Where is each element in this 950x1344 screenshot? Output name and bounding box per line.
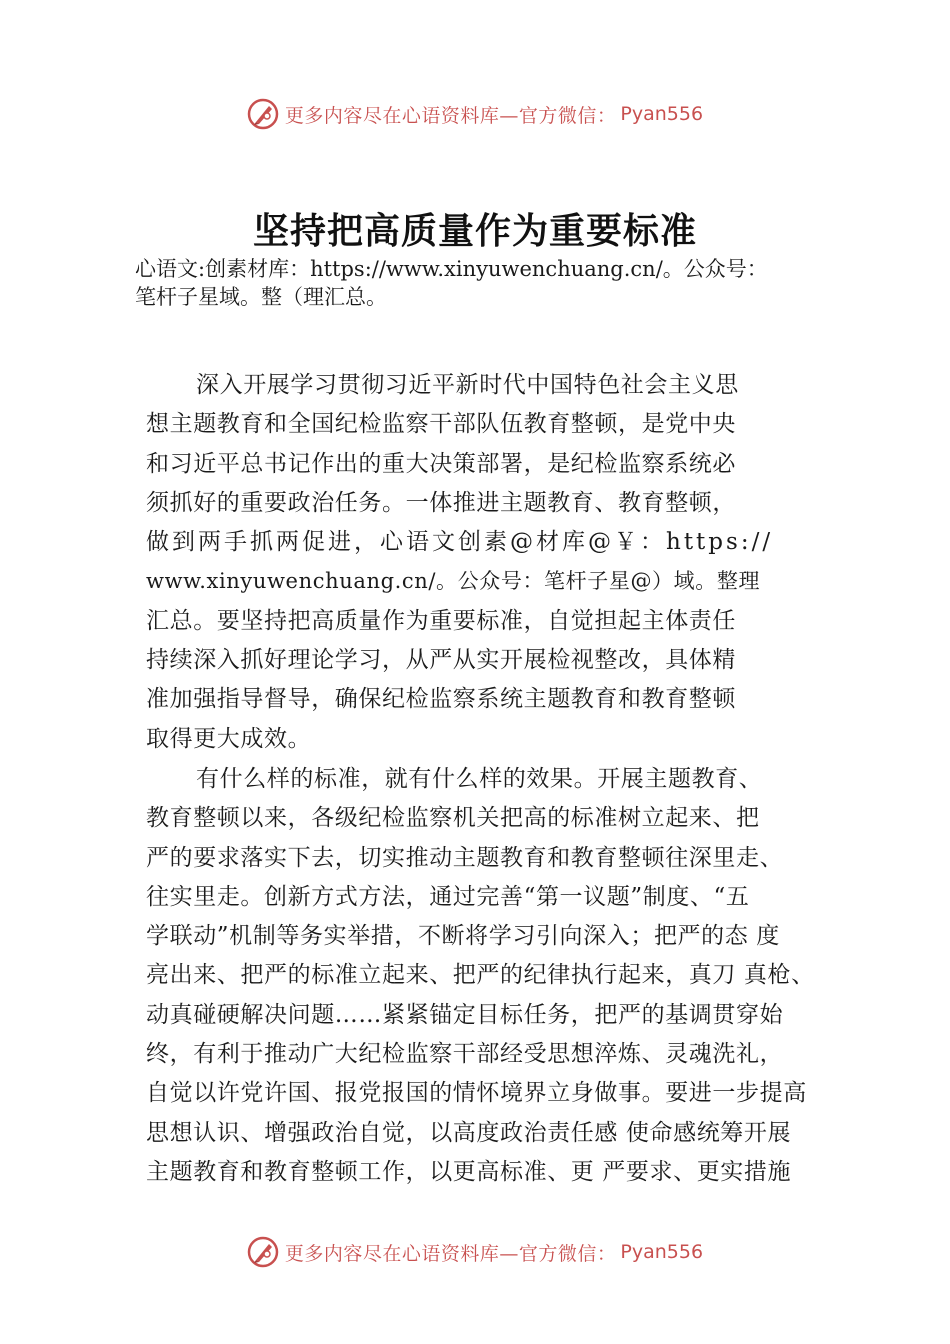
text-line: 有什么样的标准，就有什么样的效果。开展主题教育、: [196, 766, 763, 792]
text-line: 严的要求落实下去，切实推动主题教育和教育整顿往深里走、: [146, 844, 784, 871]
text-line: 动真碰硬解决问题……紧紧锚定目标任务，把严的基调贯穿始: [146, 1001, 784, 1028]
text-line: 想主题教育和全国纪检监察干部队伍教育整顿，是党中央: [146, 411, 736, 438]
document-title: 坚持把高质量作为重要标准: [252, 210, 697, 252]
text-line: 学联动”机制等务实举措，不断将学习引向深入；把严的态 度: [146, 923, 780, 950]
text-line: 自觉以许党许国、报党报国的情怀境界立身做事。要进一步提高: [146, 1080, 807, 1107]
banner-wechat-id: Pyan556: [620, 103, 704, 125]
text-line: 主题教育和教育整顿工作，以更高标准、更 严要求、更实措施: [146, 1158, 792, 1185]
text-line: 须抓好的重要政治任务。一体推进主题教育、教育整顿，: [146, 489, 736, 516]
banner-text: 更多内容尽在心语资料库—官方微信：: [284, 104, 617, 127]
banner-text: 更多内容尽在心语资料库—官方微信：: [284, 1242, 617, 1265]
header-banner: [0, 94, 950, 134]
text-line: 持续深入抓好理论学习，从严从实开展检视整改，具体精: [146, 647, 736, 674]
text-line: 取得更大成效。: [146, 725, 312, 752]
text-line: 准加强指导督导，确保纪检监察系统主题教育和教育整顿: [146, 686, 736, 713]
paragraph-2: [146, 760, 846, 1192]
text-line: 往实里走。创新方式方法，通过完善“第一议题”制度、“五: [146, 883, 750, 910]
footer-banner: [0, 1232, 950, 1272]
text-line: 做到两手抓两促进，心语文创素@材库@￥：https://: [146, 529, 774, 556]
pen-logo-icon: [247, 1236, 279, 1268]
text-line: 汇总。要坚持把高质量作为重要标准，自觉担起主体责任: [146, 607, 736, 634]
text-line: 深入开展学习贯彻习近平新时代中国特色社会主义思: [196, 372, 739, 398]
text-line: 和习近平总书记作出的重大决策部署，是纪检监察系统必: [146, 450, 736, 477]
paragraph-1: [146, 366, 846, 759]
text-line: 思想认识、增强政治自觉，以高度政治责任感 使命感统筹开展: [146, 1119, 792, 1146]
pen-logo-icon: [247, 98, 279, 130]
text-line: 终，有利于推动广大纪检监察干部经受思想淬炼、灵魂洗礼，: [146, 1041, 784, 1068]
text-line: 亮出来、把严的标准立起来、把严的纪律执行起来，真刀 真枪、: [146, 962, 815, 989]
banner-wechat-id: Pyan556: [620, 1241, 704, 1263]
text-line: www.xinyuwenchuang.cn/。公众号：笔杆子星@）域。整理: [146, 569, 761, 594]
source-line: 心语文:创素材库：https://www.xinyuwenchuang.cn/。公众号：: [135, 257, 768, 281]
source-note: [135, 255, 860, 311]
source-line: 笔杆子星域。整（理汇总。: [135, 285, 387, 309]
text-line: 教育整顿以来，各级纪检监察机关把高的标准树立起来、把: [146, 805, 760, 832]
